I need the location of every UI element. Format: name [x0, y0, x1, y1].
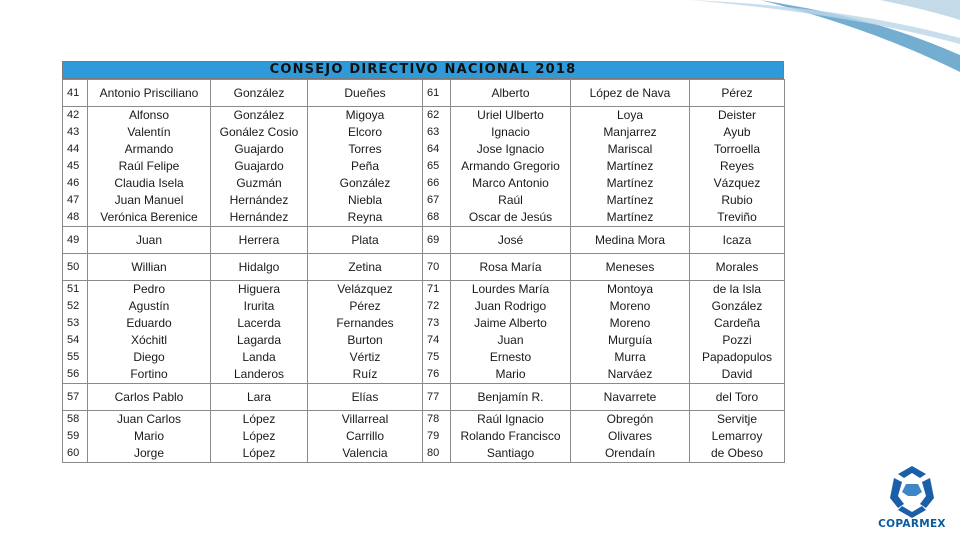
paternal-surname-cell: [571, 411, 690, 463]
member-number: 66: [427, 177, 440, 189]
first-name: Verónica Berenice: [100, 210, 198, 224]
paternal-surname: Orendaín: [604, 446, 656, 460]
member-number-cell: [423, 80, 451, 107]
maternal-surname-cell: [308, 411, 423, 463]
first-name: Juan Rodrigo: [474, 299, 547, 313]
first-name: Mario: [495, 367, 526, 381]
maternal-surname: Elías: [351, 389, 379, 404]
member-number-cell: [63, 80, 88, 107]
maternal-surname: Lemarroy: [711, 429, 763, 443]
first-name: Juan: [135, 232, 163, 247]
member-number: 78: [427, 413, 440, 425]
first-name: Jose Ignacio: [476, 142, 545, 156]
member-number: 60: [67, 447, 80, 459]
paternal-surname: Martínez: [606, 210, 654, 224]
member-number: 73: [427, 317, 440, 329]
member-number: 74: [427, 334, 440, 346]
table-row: [63, 384, 785, 411]
first-name-cell: [88, 254, 211, 281]
first-name-cell: [88, 107, 211, 227]
paternal-surname: Manjarrez: [603, 125, 657, 139]
paternal-surname: Herrera: [238, 232, 280, 247]
member-number: 48: [67, 211, 80, 223]
paternal-surname: Guzmán: [236, 176, 282, 190]
first-name-cell: [451, 227, 571, 254]
first-name-cell: [88, 411, 211, 463]
member-number-cell: [63, 411, 88, 463]
maternal-surname: Reyes: [719, 159, 754, 173]
member-number: 47: [67, 194, 80, 206]
first-name: Oscar de Jesús: [468, 210, 553, 224]
paternal-surname: Landeros: [233, 367, 285, 381]
table-row: [63, 281, 785, 384]
paternal-surname: Martínez: [606, 159, 654, 173]
first-name-cell: [451, 411, 571, 463]
member-number: 76: [427, 368, 440, 380]
paternal-surname: Medina Mora: [594, 232, 666, 247]
maternal-surname-cell: [308, 254, 423, 281]
paternal-surname-cell: [571, 107, 690, 227]
maternal-surname: del Toro: [715, 389, 759, 404]
first-name: Marco Antonio: [472, 176, 549, 190]
maternal-surname: Ruíz: [352, 367, 378, 381]
maternal-surname: Pozzi: [722, 333, 752, 347]
member-number: 55: [67, 351, 80, 363]
first-name: Agustín: [128, 299, 170, 313]
maternal-surname: Plata: [351, 232, 379, 247]
member-number: 69: [427, 233, 440, 246]
first-name: Pedro: [132, 282, 166, 296]
first-name: Rolando Francisco: [460, 429, 561, 443]
paternal-surname: Lara: [246, 389, 272, 404]
first-name: Alberto: [491, 85, 530, 100]
paternal-surname: Hidalgo: [238, 259, 280, 274]
maternal-surname: Treviño: [717, 210, 757, 224]
maternal-surname: Vértiz: [349, 350, 381, 364]
first-name: Ernesto: [489, 350, 532, 364]
maternal-surname: Valencia: [342, 446, 388, 460]
table-row: [63, 254, 785, 281]
maternal-surname: Morales: [715, 259, 759, 274]
maternal-surname: Vázquez: [713, 176, 761, 190]
maternal-surname-cell: [308, 281, 423, 384]
member-number-cell: [63, 384, 88, 411]
member-number: 59: [67, 430, 80, 442]
first-name-cell: [88, 80, 211, 107]
paternal-surname-cell: [211, 107, 308, 227]
paternal-surname: Lacerda: [237, 316, 281, 330]
paternal-surname-cell: [571, 281, 690, 384]
maternal-surname: David: [721, 367, 753, 381]
member-number: 61: [427, 86, 440, 99]
maternal-surname: Migoya: [345, 108, 385, 122]
first-name-cell: [88, 384, 211, 411]
member-number-cell: [423, 411, 451, 463]
first-name: Raúl Felipe: [118, 159, 180, 173]
maternal-surname: Pérez: [349, 299, 381, 313]
paternal-surname: Martínez: [606, 176, 654, 190]
paternal-surname: Narváez: [607, 367, 653, 381]
paternal-surname: López: [242, 446, 276, 460]
first-name: Lourdes María: [471, 282, 550, 296]
paternal-surname: Murguía: [607, 333, 653, 347]
member-number: 62: [427, 109, 440, 121]
member-number: 77: [427, 390, 440, 403]
member-number-cell: [63, 107, 88, 227]
first-name: Willian: [131, 259, 167, 274]
member-number: 67: [427, 194, 440, 206]
coparmex-logo-text: COPARMEX: [878, 518, 946, 530]
paternal-surname: López: [242, 429, 276, 443]
maternal-surname-cell: [690, 80, 785, 107]
first-name-cell: [451, 254, 571, 281]
maternal-surname: Deister: [717, 108, 756, 122]
maternal-surname-cell: [690, 227, 785, 254]
paternal-surname-cell: [571, 80, 690, 107]
paternal-surname: Olivares: [607, 429, 652, 443]
member-number: 71: [427, 283, 440, 295]
paternal-surname: Meneses: [605, 259, 655, 274]
paternal-surname: Guajardo: [234, 159, 284, 173]
member-number: 57: [67, 390, 80, 403]
member-number-cell: [63, 227, 88, 254]
paternal-surname: González: [233, 108, 285, 122]
maternal-surname: Peña: [350, 159, 380, 173]
first-name: Benjamín R.: [477, 389, 544, 404]
member-number-cell: [423, 227, 451, 254]
paternal-surname: Montoya: [606, 282, 654, 296]
member-number: 56: [67, 368, 80, 380]
paternal-surname-cell: [211, 281, 308, 384]
maternal-surname-cell: [690, 254, 785, 281]
maternal-surname: de Obeso: [710, 446, 764, 460]
table-row: [63, 411, 785, 463]
first-name-cell: [451, 107, 571, 227]
maternal-surname-cell: [308, 107, 423, 227]
maternal-surname-cell: [690, 281, 785, 384]
paternal-surname: Moreno: [609, 299, 651, 313]
maternal-surname: de la Isla: [712, 282, 762, 296]
paternal-surname: Higuera: [237, 282, 281, 296]
first-name: Uriel Ulberto: [477, 108, 544, 122]
member-number: 53: [67, 317, 80, 329]
first-name: Ignacio: [491, 125, 530, 139]
first-name: Xóchitl: [130, 333, 168, 347]
first-name: Mario: [133, 429, 164, 443]
member-number: 58: [67, 413, 80, 425]
maternal-surname: Burton: [347, 333, 383, 347]
first-name: Claudia Isela: [114, 176, 184, 190]
maternal-surname: Ayub: [723, 125, 751, 139]
paternal-surname-cell: [211, 411, 308, 463]
member-number: 64: [427, 143, 440, 155]
paternal-surname: Landa: [242, 350, 276, 364]
member-number-cell: [423, 281, 451, 384]
paternal-surname-cell: [571, 384, 690, 411]
paternal-surname-cell: [571, 227, 690, 254]
paternal-surname: López de Nava: [589, 85, 671, 100]
maternal-surname-cell: [690, 411, 785, 463]
member-number: 75: [427, 351, 440, 363]
first-name: Raúl: [498, 193, 523, 207]
member-number-cell: [63, 254, 88, 281]
maternal-surname-cell: [690, 384, 785, 411]
maternal-surname: Reyna: [347, 210, 383, 224]
maternal-surname: Elcoro: [347, 125, 382, 139]
member-number-cell: [423, 384, 451, 411]
member-number: 80: [427, 447, 440, 459]
first-name: Carlos Pablo: [114, 389, 184, 404]
first-name: Armando: [124, 142, 174, 156]
member-number: 79: [427, 430, 440, 442]
paternal-surname-cell: [211, 384, 308, 411]
paternal-surname-cell: [571, 254, 690, 281]
maternal-surname: Torroella: [713, 142, 761, 156]
member-number: 65: [427, 160, 440, 172]
first-name-cell: [88, 281, 211, 384]
paternal-surname: Hernández: [229, 210, 289, 224]
member-number: 43: [67, 126, 80, 138]
board-table: [62, 79, 785, 463]
paternal-surname: Murra: [614, 350, 646, 364]
first-name: Juan: [497, 333, 524, 347]
member-number: 44: [67, 143, 80, 155]
first-name: Juan Manuel: [114, 193, 184, 207]
first-name: Diego: [133, 350, 165, 364]
first-name-cell: [451, 80, 571, 107]
member-number: 51: [67, 283, 80, 295]
maternal-surname: Zetina: [348, 259, 382, 274]
first-name: Rosa María: [479, 259, 542, 274]
member-number: 72: [427, 300, 440, 312]
paternal-surname: Irurita: [243, 299, 275, 313]
paternal-surname-cell: [211, 80, 308, 107]
member-number: 54: [67, 334, 80, 346]
first-name: Valentín: [127, 125, 171, 139]
maternal-surname: Servitje: [716, 412, 757, 426]
maternal-surname: Torres: [348, 142, 382, 156]
maternal-surname: Niebla: [347, 193, 383, 207]
first-name-cell: [451, 384, 571, 411]
maternal-surname: Cardeña: [713, 316, 761, 330]
member-number: 45: [67, 160, 80, 172]
member-number: 68: [427, 211, 440, 223]
maternal-surname: Dueñes: [344, 85, 386, 100]
maternal-surname-cell: [308, 384, 423, 411]
first-name: Armando Gregorio: [461, 159, 560, 173]
member-number: 63: [427, 126, 440, 138]
paternal-surname: López: [242, 412, 276, 426]
maternal-surname: González: [711, 299, 763, 313]
member-number: 70: [427, 260, 440, 273]
member-number: 49: [67, 233, 80, 246]
maternal-surname: Pérez: [721, 85, 753, 100]
paternal-surname: Navarrete: [603, 389, 657, 404]
first-name: Antonio Prisciliano: [99, 85, 199, 100]
first-name: Alfonso: [128, 108, 170, 122]
paternal-surname: Mariscal: [607, 142, 653, 156]
maternal-surname: Velázquez: [337, 282, 393, 296]
table-row: [63, 107, 785, 227]
paternal-surname: Moreno: [609, 316, 651, 330]
first-name-cell: [451, 281, 571, 384]
member-number-cell: [63, 281, 88, 384]
maternal-surname-cell: [308, 227, 423, 254]
maternal-surname: Papadopulos: [701, 350, 773, 364]
table-row: [63, 227, 785, 254]
first-name: Fortino: [130, 367, 168, 381]
member-number: 50: [67, 260, 80, 273]
paternal-surname: Obregón: [606, 412, 654, 426]
member-number: 52: [67, 300, 80, 312]
maternal-surname: Fernandes: [336, 316, 394, 330]
slide-title: CONSEJO DIRECTIVO NACIONAL 2018: [62, 61, 784, 79]
first-name: José: [497, 232, 524, 247]
paternal-surname: Lagarda: [236, 333, 282, 347]
paternal-surname: Hernández: [229, 193, 289, 207]
first-name: Jorge: [133, 446, 165, 460]
maternal-surname: González: [339, 176, 391, 190]
paternal-surname: Guajardo: [234, 142, 284, 156]
paternal-surname: Martínez: [606, 193, 654, 207]
table-row: [63, 80, 785, 107]
member-number-cell: [423, 107, 451, 227]
member-number-cell: [423, 254, 451, 281]
first-name: Santiago: [486, 446, 535, 460]
paternal-surname: Loya: [616, 108, 644, 122]
first-name: Jaime Alberto: [474, 316, 547, 330]
first-name: Raúl Ignacio: [477, 412, 544, 426]
paternal-surname-cell: [211, 227, 308, 254]
paternal-surname: González: [233, 85, 285, 100]
maternal-surname-cell: [690, 107, 785, 227]
member-number: 46: [67, 177, 80, 189]
maternal-surname: Rubio: [721, 193, 753, 207]
maternal-surname: Icaza: [722, 232, 752, 247]
paternal-surname: Gonález Cosio: [219, 125, 299, 139]
first-name: Eduardo: [126, 316, 172, 330]
first-name-cell: [88, 227, 211, 254]
member-number: 42: [67, 109, 80, 121]
member-number: 41: [67, 86, 80, 99]
maternal-surname: Carrillo: [345, 429, 384, 443]
maternal-surname: Villarreal: [341, 412, 389, 426]
paternal-surname-cell: [211, 254, 308, 281]
first-name: Juan Carlos: [116, 412, 182, 426]
maternal-surname-cell: [308, 80, 423, 107]
